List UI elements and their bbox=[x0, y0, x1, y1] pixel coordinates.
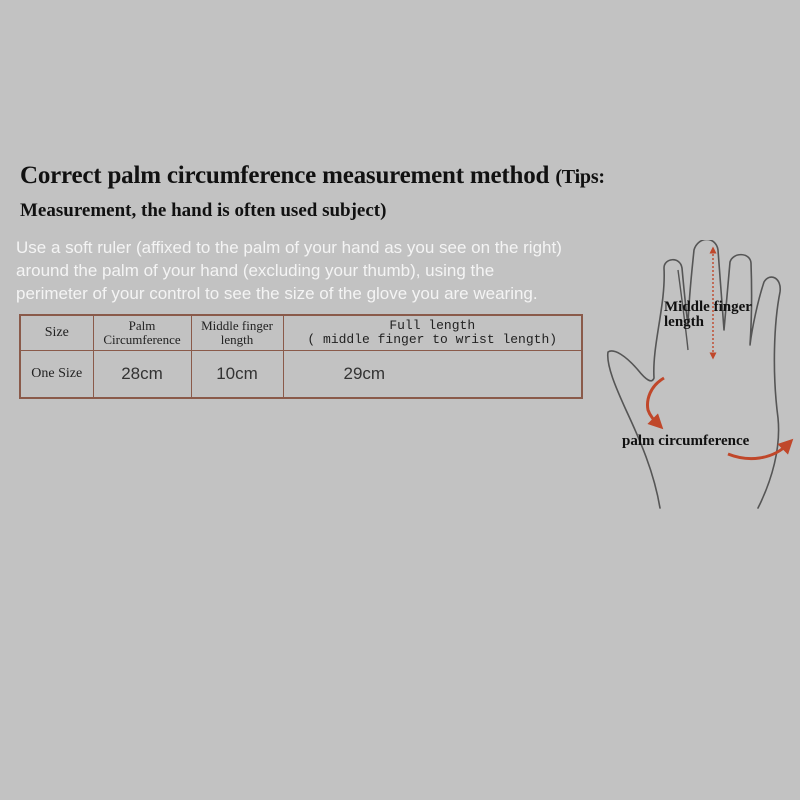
title-tips: (Tips: bbox=[555, 166, 605, 188]
title-main: Correct palm circumference measurement method bbox=[20, 162, 550, 189]
instructions-line-3: perimeter of your control to see the size of the glove you are wearing. bbox=[16, 284, 538, 303]
header-middle-finger-length bbox=[191, 315, 283, 351]
header-palm-circumference bbox=[93, 315, 191, 351]
header-full-length bbox=[283, 315, 582, 351]
header-palm-line1: Palm bbox=[128, 318, 156, 333]
page-title bbox=[20, 162, 605, 190]
header-middle-line2: length bbox=[220, 332, 254, 347]
hand-outline bbox=[608, 240, 780, 508]
header-size: Size bbox=[20, 315, 93, 351]
cell-full: 29cm bbox=[283, 351, 582, 399]
palm-arrow-left bbox=[648, 378, 664, 424]
cell-palm: 28cm bbox=[93, 351, 191, 399]
header-palm-line2: Circumference bbox=[103, 332, 181, 347]
cell-middle: 10cm bbox=[191, 351, 283, 399]
table-header-row bbox=[20, 315, 582, 351]
palm-circumference-label: palm circumference bbox=[622, 433, 750, 449]
header-full-line2: ( middle finger to wrist length) bbox=[307, 332, 558, 347]
header-full-line1: Full length bbox=[389, 318, 476, 333]
table-row bbox=[20, 351, 582, 399]
instructions-line-1: Use a soft ruler (affixed to the palm of your hand as you see on the right) bbox=[16, 238, 562, 257]
page-subtitle: Measurement, the hand is often used subject) bbox=[20, 200, 387, 221]
middle-label-line1: Middle finger bbox=[664, 299, 752, 315]
header-middle-line1: Middle finger bbox=[201, 318, 273, 333]
size-table bbox=[19, 314, 583, 399]
middle-finger-label bbox=[664, 300, 752, 330]
cell-size: One Size bbox=[20, 351, 93, 399]
instructions-line-2: around the palm of your hand (excluding your thumb), using the bbox=[16, 261, 495, 280]
instructions-text bbox=[16, 236, 656, 305]
hand-diagram bbox=[604, 240, 800, 520]
middle-label-line2: length bbox=[664, 314, 705, 330]
